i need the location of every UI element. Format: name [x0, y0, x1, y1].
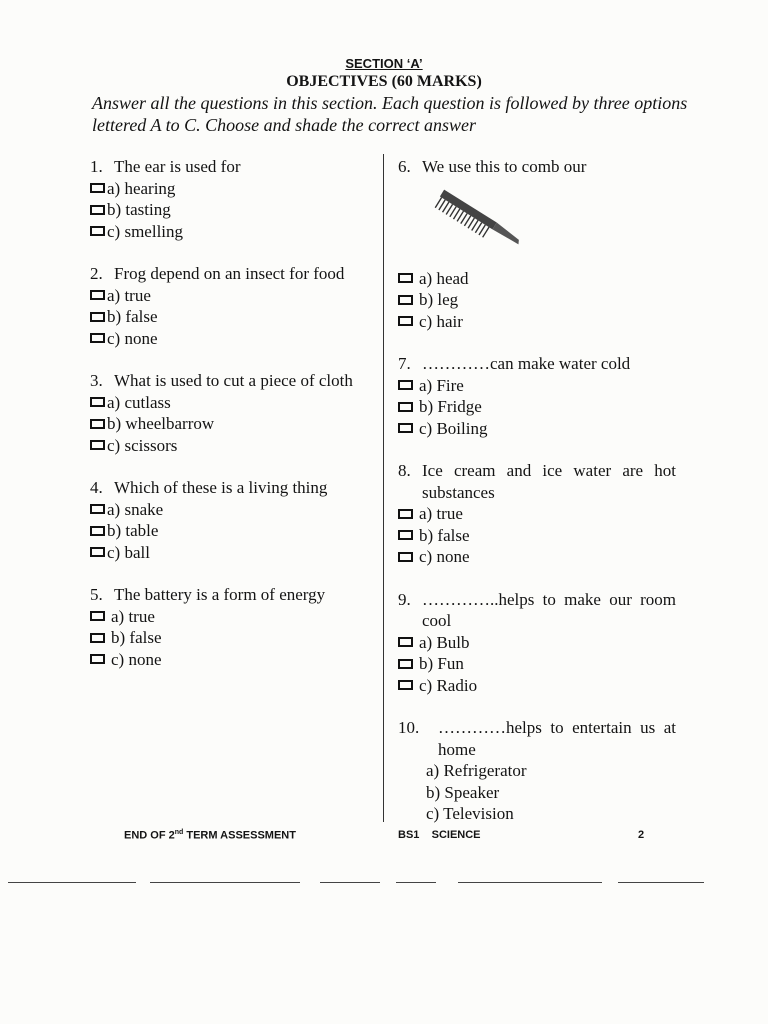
option-label: a) hearing [107, 178, 176, 198]
answer-option[interactable] [90, 627, 366, 649]
question-number: 4. [90, 478, 103, 497]
answer-checkbox[interactable] [90, 526, 105, 536]
question-text [90, 477, 366, 499]
answer-option[interactable] [90, 178, 366, 200]
answer-option[interactable] [398, 546, 676, 568]
option-label: a) head [419, 268, 469, 288]
question-prompt: What is used to cut a piece of cloth [114, 371, 353, 390]
section-title: SECTION ‘A’ [345, 56, 423, 71]
answer-checkbox[interactable] [90, 504, 105, 514]
answer-checkbox[interactable] [90, 333, 105, 343]
question-prompt: …………helps to entertain us at home [438, 718, 676, 759]
option-label: b) Fun [419, 654, 464, 673]
question-6 [398, 156, 676, 332]
option-label: a) Fire [419, 375, 464, 395]
option-label: a) snake [107, 499, 164, 519]
answer-checkbox[interactable] [398, 402, 413, 412]
option-label: b) false [107, 307, 158, 326]
answer-option [398, 803, 676, 825]
question-number: 8. [398, 461, 411, 480]
right-column [398, 156, 676, 846]
answer-option[interactable] [90, 520, 366, 542]
answer-checkbox[interactable] [398, 273, 413, 283]
answer-option[interactable] [90, 649, 366, 671]
answer-option[interactable] [398, 311, 676, 333]
question-text [398, 460, 676, 503]
question-prompt: We use this to comb our [422, 157, 587, 176]
answer-option[interactable] [398, 418, 676, 440]
question-2 [90, 263, 366, 349]
option-label: a) true [107, 285, 151, 305]
question-text [90, 584, 366, 606]
answer-checkbox[interactable] [90, 440, 105, 450]
option-label: c) scissors [107, 435, 178, 455]
answer-checkbox[interactable] [398, 509, 413, 519]
option-label: b) false [419, 525, 470, 545]
option-label: a) true [111, 606, 155, 626]
question-7 [398, 353, 676, 439]
answer-checkbox[interactable] [398, 637, 413, 647]
answer-checkbox[interactable] [90, 547, 105, 557]
answer-option[interactable] [398, 525, 676, 547]
option-label: b) wheelbarrow [107, 414, 215, 433]
option-label: a) Refrigerator [426, 761, 527, 780]
option-label: b) Speaker [426, 782, 500, 802]
option-label: c) none [111, 649, 162, 669]
answer-option[interactable] [398, 289, 676, 311]
option-label: c) hair [419, 311, 463, 331]
answer-checkbox[interactable] [90, 226, 105, 236]
answer-checkbox[interactable] [90, 654, 105, 664]
option-label: b) tasting [107, 200, 171, 219]
footer-subject: BS1 SCIENCE [398, 829, 481, 841]
option-label: b) Fridge [419, 397, 482, 416]
option-label: c) ball [107, 542, 150, 562]
answer-checkbox[interactable] [90, 290, 105, 300]
answer-checkbox[interactable] [90, 633, 105, 643]
question-text [90, 370, 366, 392]
answer-option[interactable] [90, 285, 366, 307]
answer-option[interactable] [90, 306, 366, 328]
option-label: a) cutlass [107, 392, 171, 412]
option-label: c) none [107, 328, 158, 348]
answer-option[interactable] [90, 435, 366, 457]
option-label: c) Television [426, 804, 514, 823]
option-label: b) leg [419, 290, 459, 309]
cut-line [150, 882, 300, 883]
cut-line [8, 882, 136, 883]
left-column [90, 156, 366, 691]
answer-option[interactable] [398, 675, 676, 697]
answer-option[interactable] [398, 503, 676, 525]
answer-checkbox[interactable] [90, 312, 105, 322]
question-number: 6. [398, 157, 411, 176]
answer-option[interactable] [90, 221, 366, 243]
option-label: a) true [419, 504, 463, 523]
question-number: 5. [90, 585, 103, 604]
question-number: 1. [90, 157, 103, 176]
question-text [398, 717, 676, 760]
answer-option[interactable] [398, 653, 676, 675]
question-number: 2. [90, 264, 103, 283]
question-text [398, 353, 676, 375]
objectives-heading: OBJECTIVES (60 MARKS) [286, 73, 482, 90]
answer-checkbox[interactable] [398, 423, 413, 433]
cut-line [618, 882, 704, 883]
answer-checkbox[interactable] [398, 316, 413, 326]
answer-option[interactable] [90, 499, 366, 521]
answer-checkbox[interactable] [398, 552, 413, 562]
answer-option[interactable] [398, 268, 676, 290]
answer-checkbox[interactable] [90, 397, 105, 407]
answer-checkbox[interactable] [398, 530, 413, 540]
question-5 [90, 584, 366, 670]
question-prompt: …………can make water cold [422, 354, 631, 373]
cut-line [458, 882, 602, 883]
instructions: Answer all the questions in this section. Each question is followed by three options lettered A to C. Choose and shade the correct answer [92, 93, 688, 135]
question-prompt: Frog depend on an insect for food [114, 264, 345, 283]
option-label: b) false [111, 628, 162, 647]
option-label: c) none [419, 547, 470, 566]
answer-checkbox[interactable] [90, 611, 105, 621]
question-number: 3. [90, 371, 103, 390]
question-prompt: The ear is used for [114, 157, 241, 176]
comb-icon [422, 182, 532, 262]
page-number: 2 [638, 829, 645, 841]
question-prompt: Ice cream and ice water are hot substances [422, 461, 676, 502]
question-3 [90, 370, 366, 456]
option-label: b) table [107, 521, 159, 540]
question-number: 7. [398, 354, 411, 373]
answer-option[interactable] [90, 392, 366, 414]
question-number: 9. [398, 589, 411, 609]
option-label: c) Radio [419, 675, 478, 695]
question-text [90, 263, 366, 285]
answer-option[interactable] [90, 328, 366, 350]
question-prompt: …………..helps to make our room cool [422, 589, 676, 630]
answer-checkbox[interactable] [398, 295, 413, 305]
question-10 [398, 717, 676, 825]
answer-option [398, 760, 676, 782]
column-divider [383, 154, 384, 822]
answer-option[interactable] [90, 606, 366, 628]
option-label: c) Boiling [419, 418, 488, 438]
answer-option[interactable] [90, 199, 366, 221]
answer-option[interactable] [398, 375, 676, 397]
answer-checkbox[interactable] [398, 659, 413, 669]
answer-checkbox[interactable] [398, 380, 413, 390]
answer-option [398, 782, 676, 804]
answer-checkbox[interactable] [90, 419, 105, 429]
answer-checkbox[interactable] [398, 680, 413, 690]
option-label: c) smelling [107, 221, 184, 241]
question-text [398, 589, 676, 632]
question-1 [90, 156, 366, 242]
question-text [398, 156, 676, 178]
question-8 [398, 460, 676, 568]
question-prompt: The battery is a form of energy [114, 585, 326, 604]
answer-option[interactable] [90, 413, 366, 435]
cut-line [396, 882, 436, 883]
question-text [90, 156, 366, 178]
option-label: a) Bulb [419, 632, 470, 652]
question-prompt: Which of these is a living thing [114, 478, 328, 497]
answer-option[interactable] [90, 542, 366, 564]
answer-checkbox[interactable] [90, 183, 105, 193]
question-4 [90, 477, 366, 563]
footer-assessment-label: END OF 2nd TERM ASSESSMENT [124, 829, 296, 842]
cut-line [320, 882, 380, 883]
answer-option[interactable] [398, 632, 676, 654]
answer-option[interactable] [398, 396, 676, 418]
question-number: 10. [398, 718, 420, 737]
question-9 [398, 589, 676, 697]
answer-checkbox[interactable] [90, 205, 105, 215]
